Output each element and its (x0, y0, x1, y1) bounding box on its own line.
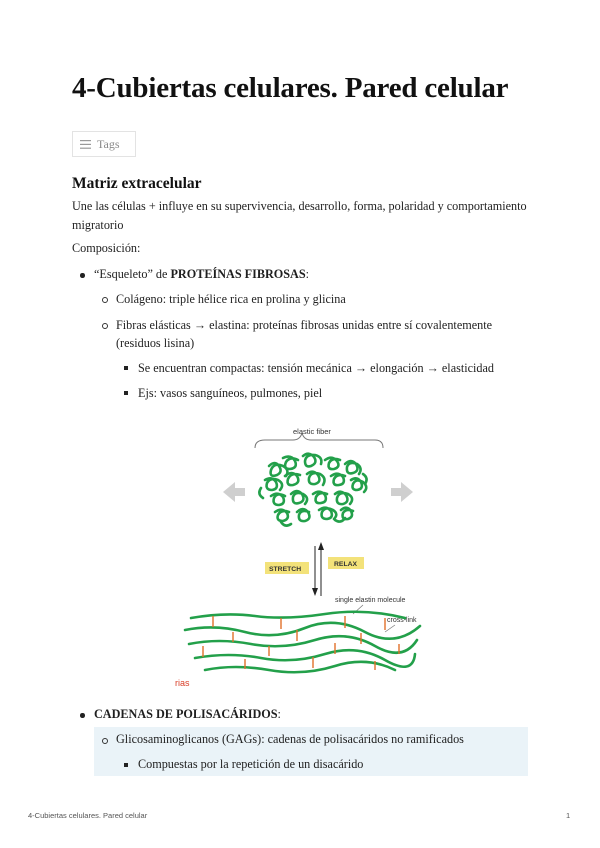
bullet-circle (102, 323, 108, 329)
bullet-circle (102, 297, 108, 303)
tangled-fiber-mass (259, 454, 366, 526)
label-cross-link: cross-link (387, 617, 417, 624)
intro-line-2: migratorio (72, 217, 124, 232)
list-item-disaccharide: Compuestas por la repetición de un disacárido (138, 757, 364, 771)
item1-suffix: : (305, 267, 309, 281)
elastic-fiber-figure (175, 418, 420, 688)
page-title: 4-Cubiertas celulares. Pared celular (72, 72, 509, 104)
bullet-disc (80, 273, 85, 278)
bullet-square (124, 366, 128, 370)
bullet-disc (80, 713, 85, 718)
list-item-examples: Ejs: vasos sanguíneos, pulmones, piel (138, 386, 323, 400)
list-icon (80, 140, 91, 149)
label-single-molecule: single elastin molecule (335, 597, 406, 604)
label-stretch: STRETCH (269, 566, 302, 573)
tags-label: Tags (97, 136, 120, 151)
item2-bold: CADENAS DE POLISACÁRIDOS (94, 707, 278, 721)
item1-bold: PROTEÍNAS FIBROSAS (170, 267, 306, 281)
bullet-circle (102, 738, 108, 744)
bullet-square (124, 391, 128, 395)
left-arrow-icon (223, 482, 245, 502)
list-item-collagen: Colágeno: triple hélice rica en prolina y glicina (116, 292, 346, 306)
intro-paragraph (72, 197, 532, 234)
tags-property[interactable] (72, 131, 136, 157)
page-footer: 4-Cubiertas celulares. Pared celular (28, 811, 148, 820)
elastic-line-2: (residuos lisina) (116, 336, 195, 350)
elastic-line-1: Fibras elásticas → elastina: proteínas fibrosas unidas entre sí covalentemente (116, 318, 493, 332)
bullet-square (124, 763, 128, 767)
composition-label: Composición: (72, 241, 141, 255)
section-title: Matriz extracelular (72, 175, 202, 192)
list-item-compact: Se encuentran compactas: tensión mecánica → elongación → elasticidad (138, 361, 495, 375)
page-number: 1 (566, 811, 571, 820)
intro-line-1: Une las células + influye en su supervivencia, desarrollo, forma, polaridad y comportamiento (72, 199, 527, 213)
list-item-polysaccharides (94, 705, 281, 723)
list-item-elastic-fibers (116, 316, 516, 352)
right-arrow-icon (391, 482, 413, 502)
label-elastic-fiber: elastic fiber (293, 427, 331, 436)
label-cut-text: rias (175, 678, 190, 688)
stretch-relax-arrows (312, 542, 324, 596)
list-item-fibrous-proteins (94, 265, 309, 283)
item2-suffix: : (277, 707, 281, 721)
list-item-gags: Glicosaminoglicanos (GAGs): cadenas de polisacáridos no ramificados (116, 732, 464, 746)
item1-prefix: “Esqueleto” de (94, 267, 171, 281)
label-relax: RELAX (334, 561, 358, 568)
